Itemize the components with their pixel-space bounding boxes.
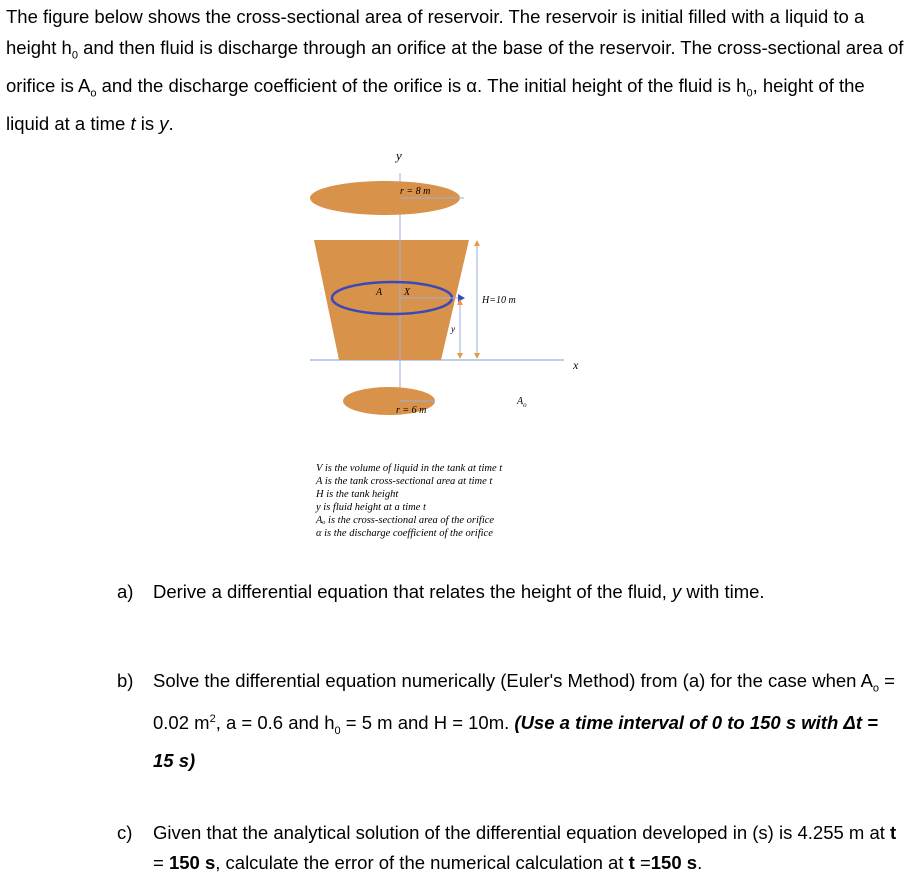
problem-statement: The figure below shows the cross-sectional area of reservoir. The reservoir is initial filled with a liquid to a height $h_0$ and then fluid is discharge through an orifice at the base of the reservoir. The cross-sectional area of orifice is $A_o$ and the discharge coefficient of the orifice is α. The initial height of the fluid is $h_0$, height of the liquid at a time t is y.: [6, 6, 904, 134]
tank-height-label: H=10 m: [482, 295, 516, 306]
x-axis-label: x: [573, 358, 579, 372]
orifice-label: $A_o$: [517, 396, 527, 409]
legend-item: A is the tank cross-sectional area at time t: [316, 476, 493, 487]
area-label: A: [376, 287, 383, 298]
question-text: Derive a differential equation that relates the height of the fluid, y with time.: [153, 581, 765, 602]
top-radius-label: r = 8 m: [400, 186, 431, 197]
legend-item: Aₒ is the cross-sectional area of the orifice: [316, 515, 495, 526]
fluid-height-arrowhead-top: [457, 299, 463, 305]
fluid-height-arrowhead-bottom: [457, 353, 463, 359]
reservoir-diagram: [300, 145, 600, 425]
x-label: X: [404, 287, 411, 298]
question-label: b): [117, 670, 134, 691]
fluid-height-label: y: [451, 324, 455, 334]
tank-height-arrowhead-top: [474, 240, 480, 246]
question-label: a): [117, 581, 134, 602]
tank-body: [314, 240, 469, 360]
cross-section-arrowhead: [458, 294, 465, 302]
question-text: Solve the differential equation numerically (Euler's Method) from (a) for the case when $A_o = 0.02$ $m^2$, a = 0.6 and $h_0 = 5$ m and H = 10m. (Use a time interval of 0 to 150 s with Δt = 15 s): [153, 670, 895, 771]
bottom-radius-label: r = 6 m: [396, 405, 427, 416]
legend-item: y is fluid height at a time t: [316, 502, 426, 513]
question-label: c): [117, 822, 133, 843]
legend-item: V is the volume of liquid in the tank at time t: [316, 463, 503, 474]
legend-item: α is the discharge coefficient of the orifice: [316, 528, 493, 539]
legend-item: H is the tank height: [316, 489, 399, 500]
diagram-legend: [316, 462, 616, 540]
question-text: Given that the analytical solution of the differential equation developed in (s) is 4.255 m at t = 150 s, calculate the error of the numerical calculation at t =150 s.: [153, 822, 897, 873]
y-axis-label: y: [396, 148, 402, 163]
tank-height-arrowhead-bottom: [474, 353, 480, 359]
